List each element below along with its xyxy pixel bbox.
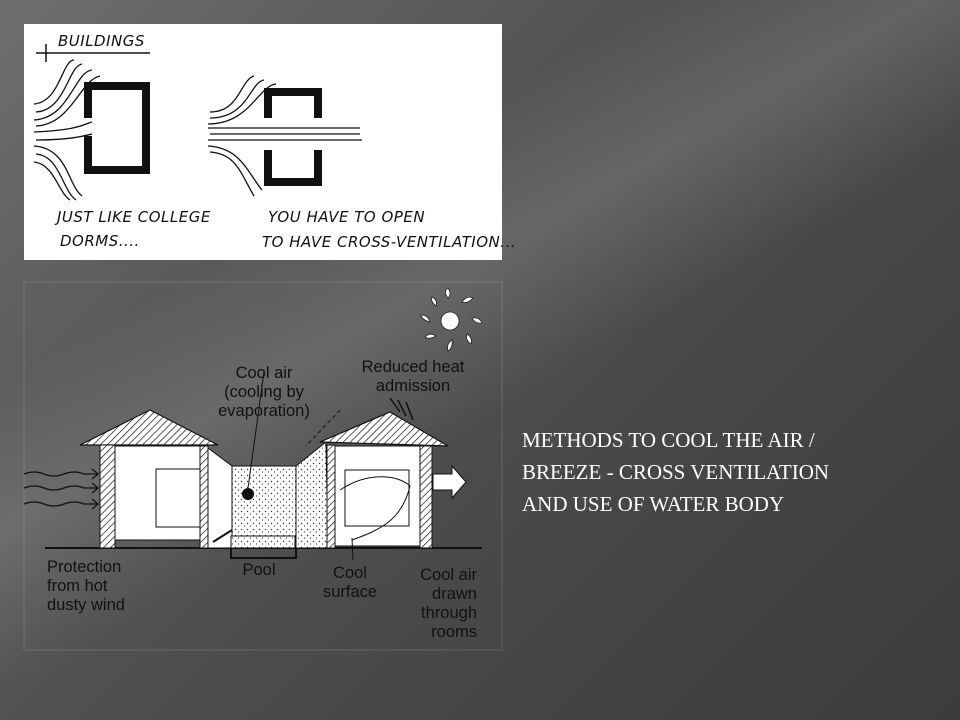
wind-arrows-icon [24,469,98,509]
left-caption-line2: DORMS.... [60,232,140,250]
label-cool-surface-1: Cool [333,564,367,582]
label-pool: Pool [242,561,276,579]
label-cool-air-1: Cool air [235,364,293,382]
label-cool-air-3: evaporation) [218,402,310,420]
label-protection-2: from hot [47,577,108,595]
label-reduced-heat-2: admission [375,377,451,395]
label-cool-air-drawn-1: Cool air [420,566,477,584]
caption-line: AND USE OF WATER BODY [522,492,785,516]
outflow-arrow-icon [433,466,466,498]
sun-icon [421,288,482,351]
caption-line: BREEZE - CROSS VENTILATION [522,460,830,484]
label-protection-3: dusty wind [47,596,125,614]
sketch-title: BUILDINGS [58,32,145,50]
right-caption-line2: TO HAVE CROSS-VENTILATION... [262,233,517,251]
cross-ventilation-sketch [24,24,516,260]
label-protection-1: Protection [47,558,122,576]
label-reduced-heat-1: Reduced heat [361,358,465,376]
label-cool-air-drawn-3: through [421,604,477,622]
left-caption-line1: JUST LIKE COLLEGE [57,208,211,226]
label-cool-air-drawn-2: drawn [432,585,477,603]
courtyard-cooling-diagram [24,282,502,650]
slide-caption [522,424,942,520]
right-caption-line1: YOU HAVE TO OPEN [268,208,426,226]
caption-line: METHODS TO COOL THE AIR / [522,428,815,452]
label-cool-air-drawn-4: rooms [431,623,477,641]
label-cool-air-2: (cooling by [224,383,304,401]
label-cool-surface-2: surface [322,583,378,601]
